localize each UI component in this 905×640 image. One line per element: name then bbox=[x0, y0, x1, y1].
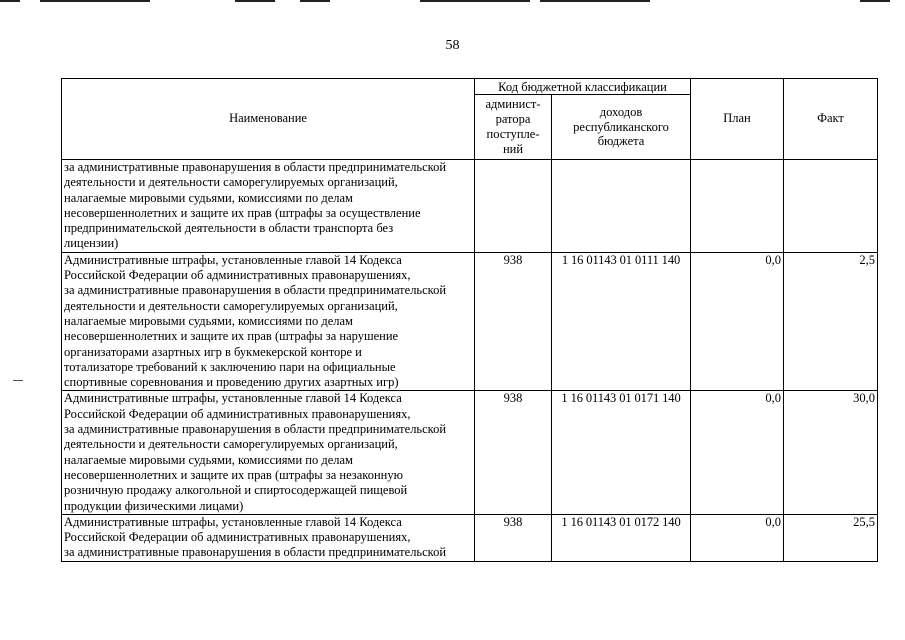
row-name-line: спортивные соревнования и проведению других азартных игр) bbox=[64, 375, 399, 390]
scan-top-edge-marks bbox=[0, 0, 905, 4]
row-name-line: за административные правонарушения в области предпринимательской bbox=[64, 422, 447, 437]
row-fact: 25,5 bbox=[784, 514, 878, 561]
row-name-line: продукции физическими лицами) bbox=[64, 498, 244, 513]
row-admin-code: 938 bbox=[475, 514, 552, 561]
row-plan: 0,0 bbox=[691, 252, 784, 391]
row-name-line: организаторами азартных игр в букмекерской конторе и bbox=[64, 344, 362, 359]
row-income-code: 1 16 01143 01 0171 140 bbox=[552, 391, 691, 514]
header-kbk-group: Код бюджетной классификации bbox=[475, 79, 691, 95]
page-number: 58 bbox=[445, 38, 460, 53]
header-plan: План bbox=[691, 79, 784, 160]
row-name bbox=[62, 160, 475, 253]
row-name-line: несовершеннолетних и защите их прав (штрафы за незаконную bbox=[64, 467, 403, 482]
row-name-line: деятельности и деятельности саморегулируемых организаций, bbox=[64, 298, 398, 313]
row-fact: 30,0 bbox=[784, 391, 878, 514]
row-name-line: Административные штрафы, установленные главой 14 Кодекса bbox=[64, 514, 402, 529]
row-name-line: за административные правонарушения в области предпринимательской bbox=[64, 545, 447, 560]
table-row bbox=[62, 252, 878, 391]
header-administrator bbox=[475, 95, 552, 160]
row-name-line: деятельности и деятельности саморегулируемых организаций, bbox=[64, 175, 398, 190]
row-name-line: деятельности и деятельности саморегулируемых организаций, bbox=[64, 437, 398, 452]
row-name bbox=[62, 514, 475, 561]
table-row bbox=[62, 514, 878, 561]
row-name-line: розничную продажу алкогольной и спиртосодержащей пищевой bbox=[64, 483, 408, 498]
row-admin-code bbox=[475, 160, 552, 253]
row-income-code: 1 16 01143 01 0111 140 bbox=[552, 252, 691, 391]
row-fact: 2,5 bbox=[784, 252, 878, 391]
row-name-line: Административные штрафы, установленные главой 14 Кодекса bbox=[64, 391, 402, 406]
header-administrator-line: админист- bbox=[485, 97, 541, 112]
row-name-line: Административные штрафы, установленные главой 14 Кодекса bbox=[64, 252, 402, 267]
row-name bbox=[62, 391, 475, 514]
row-plan bbox=[691, 160, 784, 253]
row-name-line: несовершеннолетних и защите их прав (штрафы за нарушение bbox=[64, 329, 399, 344]
header-income-line: доходов bbox=[599, 104, 643, 119]
header-administrator-line: ратора bbox=[495, 112, 531, 127]
row-name bbox=[62, 252, 475, 391]
row-name-line: налагаемые мировыми судьями, комиссиями по делам bbox=[64, 452, 353, 467]
row-name-line: несовершеннолетних и защите их прав (штрафы за осуществление bbox=[64, 205, 421, 220]
row-name-line: предпринимательской деятельности в области транспорта без bbox=[64, 221, 394, 236]
margin-mark bbox=[13, 380, 23, 381]
row-name-line: Российской Федерации об административных правонарушениях, bbox=[64, 406, 411, 421]
budget-table bbox=[61, 78, 878, 562]
row-name-line: лицензии) bbox=[64, 236, 119, 251]
row-name-line: за административные правонарушения в области предпринимательской bbox=[64, 283, 447, 298]
row-income-code: 1 16 01143 01 0172 140 bbox=[552, 514, 691, 561]
row-name-line: налагаемые мировыми судьями, комиссиями по делам bbox=[64, 313, 353, 328]
header-name: Наименование bbox=[62, 79, 475, 160]
row-name-line: Российской Федерации об административных правонарушениях, bbox=[64, 530, 411, 545]
row-name-line: за административные правонарушения в области предпринимательской bbox=[64, 160, 447, 174]
row-name-line: тотализаторе требований к заключению пари на официальные bbox=[64, 359, 396, 374]
table-row bbox=[62, 391, 878, 514]
table-row bbox=[62, 160, 878, 253]
row-admin-code: 938 bbox=[475, 391, 552, 514]
row-admin-code: 938 bbox=[475, 252, 552, 391]
row-name-line: налагаемые мировыми судьями, комиссиями по делам bbox=[64, 190, 353, 205]
header-income-line: республиканского bbox=[573, 119, 669, 134]
row-fact bbox=[784, 160, 878, 253]
header-income-line: бюджета bbox=[597, 134, 645, 149]
row-plan: 0,0 bbox=[691, 514, 784, 561]
row-income-code bbox=[552, 160, 691, 253]
row-plan: 0,0 bbox=[691, 391, 784, 514]
header-fact: Факт bbox=[784, 79, 878, 160]
header-administrator-line: поступле- bbox=[486, 127, 540, 141]
header-administrator-line: ний bbox=[502, 141, 524, 156]
header-income bbox=[552, 95, 691, 160]
row-name-line: Российской Федерации об административных правонарушениях, bbox=[64, 268, 411, 283]
